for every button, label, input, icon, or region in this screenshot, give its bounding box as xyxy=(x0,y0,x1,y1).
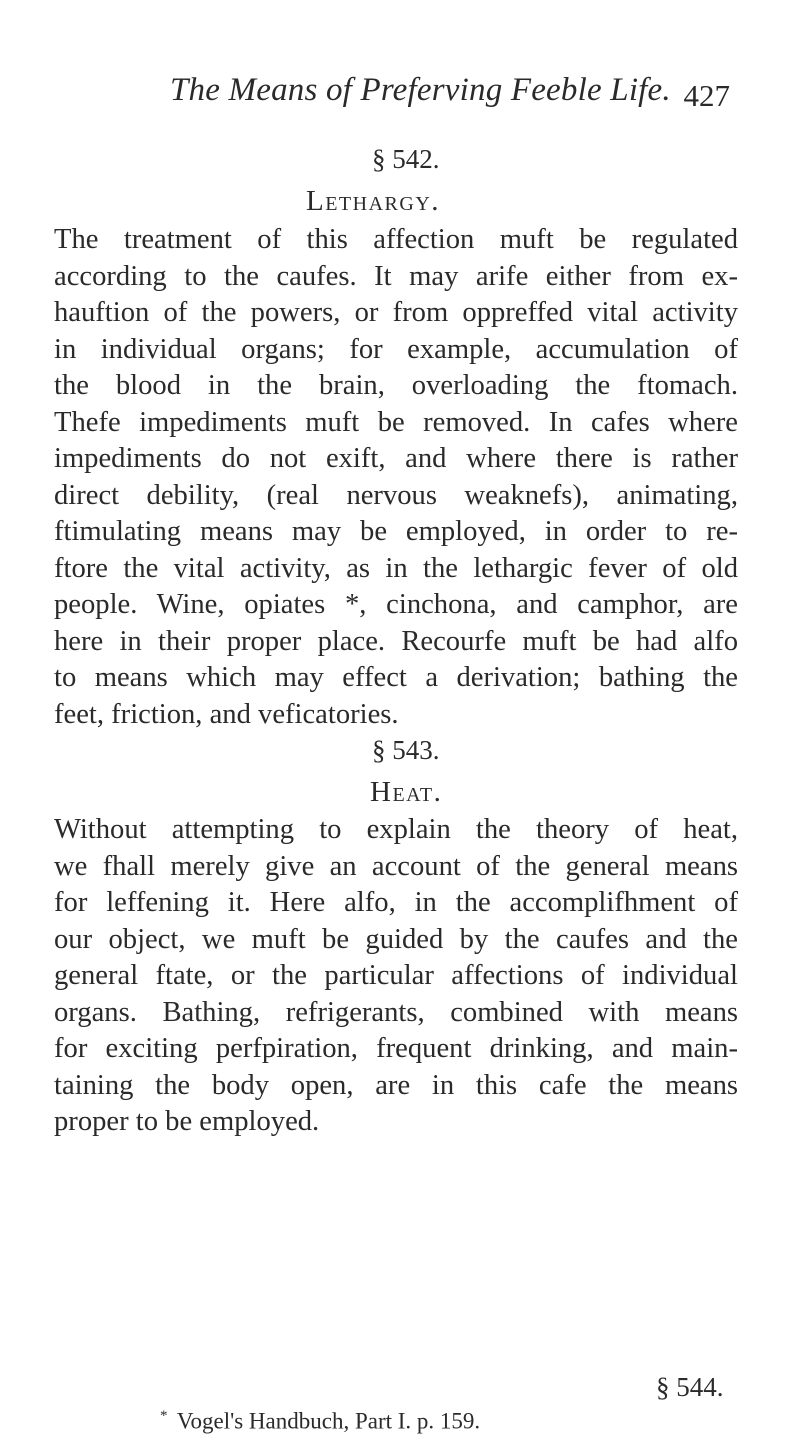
page-number: 427 xyxy=(683,78,730,113)
text-line: Without attempting to explain the theory of heat, xyxy=(54,814,738,845)
text-line: organs. Bathing, refrigerants, combined with means xyxy=(54,996,738,1028)
text-line: impediments do not exift, and where there is rather xyxy=(54,443,738,474)
footnote-mark: * xyxy=(160,1408,168,1424)
section-body-lethargy xyxy=(54,222,738,733)
text-line: proper to be employed. xyxy=(54,1106,320,1137)
text-line: taining the body open, are in this cafe the means xyxy=(54,1069,738,1101)
text-line: The treatment of this affection muft be regulated xyxy=(54,224,738,255)
text-line: in individual organs; for example, accumulation of xyxy=(54,333,738,365)
text-line: hauftion of the powers, or from oppreffed vital activity xyxy=(54,297,738,328)
text-line: people. Wine, opiates *, cinchona, and camphor, are xyxy=(54,589,738,620)
section-body-heat xyxy=(54,812,738,1141)
text-line: general ftate, or the particular affections of individual xyxy=(54,960,738,991)
catchword: § 544. xyxy=(656,1372,724,1402)
footnote-text: Vogel's Handbuch, Part I. p. 159. xyxy=(176,1408,481,1434)
text-line: to means which may effect a derivation; bathing the xyxy=(54,662,738,693)
text-line: here in their proper place. Recourfe muft be had alfo xyxy=(54,625,738,657)
text-line: for leffening it. Here alfo, in the accomplifhment of xyxy=(54,887,738,918)
section-number-542: § 542. xyxy=(372,144,440,174)
running-head xyxy=(170,72,730,112)
text-line: our object, we muft be guided by the caufes and the xyxy=(54,923,738,955)
running-title: The Means of Preferving Feeble Life. xyxy=(170,72,671,108)
text-line: the blood in the brain, overloading the ftomach. xyxy=(54,370,738,401)
text-line: direct debility, (real nervous weaknefs), animating, xyxy=(54,479,738,511)
text-line: ftimulating means may be employed, in order to re- xyxy=(54,516,738,547)
text-line: ftore the vital activity, as in the lethargic fever of old xyxy=(54,552,738,584)
section-heading-heat: Heat. xyxy=(370,776,443,808)
section-number-543: § 543. xyxy=(372,735,440,765)
section-heading-lethargy: Lethargy. xyxy=(306,185,441,217)
text-line: Thefe impediments muft be removed. In cafes where xyxy=(54,406,738,438)
text-line: feet, friction, and veficatories. xyxy=(54,698,399,730)
footnote xyxy=(160,1408,480,1435)
text-line: for exciting perfpiration, frequent drinking, and main- xyxy=(54,1033,738,1064)
text-line: according to the caufes. It may arife either from ex- xyxy=(54,260,738,292)
text-line: we fhall merely give an account of the general means xyxy=(54,850,738,882)
